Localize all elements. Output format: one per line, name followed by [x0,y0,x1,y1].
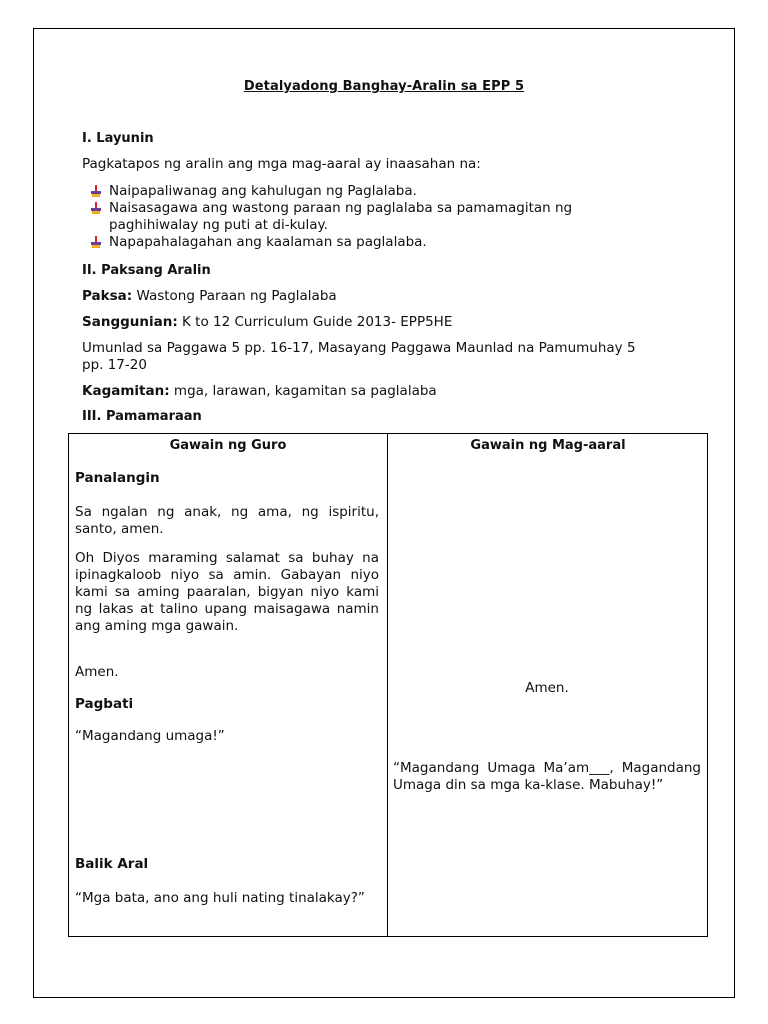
lesson-plan-page [33,28,735,998]
sanggunian-line: Sanggunian: K to 12 Curriculum Guide 2013- EPP5HE [82,314,453,330]
paksa-value: Wastong Paraan ng Paglalaba [132,288,337,304]
sanggunian-value: K to 12 Curriculum Guide 2013- EPP5HE [177,314,453,330]
objective-text: Naisasagawa ang wastong paraan ng paglalaba sa pamamagitan ng paghihiwalay ng puti at di-kulay. [109,200,573,233]
layunin-intro: Pagkatapos ng aralin ang mga mag-aaral ay inaasahan na: [82,156,481,172]
section-pamamaraan-heading: III. Pamamaraan [82,409,202,424]
magaaral-column [387,434,709,936]
section-layunin-heading: I. Layunin [82,131,154,146]
panalangin-heading: Panalangin [75,470,160,486]
guro-column [69,434,388,936]
magaaral-column-header: Gawain ng Mag-aaral [470,438,626,453]
objective-item [82,234,682,251]
guro-amen: Amen. [75,664,119,680]
objective-text: Napapahalagahan ang kaalaman sa paglalaba. [109,234,427,250]
pointing-hand-icon [90,236,102,248]
paksa-line: Paksa: Wastong Paraan ng Paglalaba [82,288,337,304]
objectives-list [82,183,682,251]
objective-item [82,183,682,200]
magaaral-amen: Amen. [525,680,569,696]
lesson-content [82,131,682,424]
panalangin-text-1: Sa ngalan ng anak, ng ama, ng ispiritu, santo, amen. [75,504,379,537]
guro-column-header: Gawain ng Guro [169,438,287,453]
balik-aral-text: “Mga bata, ano ang huli nating tinalakay?” [75,890,365,906]
paksa-label: Paksa [82,288,127,304]
pointing-hand-icon [90,185,102,197]
document-title: Detalyadong Banghay-Aralin sa EPP 5 [243,79,525,94]
pamamaraan-table [68,433,708,937]
panalangin-text-2: Oh Diyos maraming salamat sa buhay na ipinagkaloob niyo sa amin. Gabayan niyo kami sa aming paaralan, bigyan niyo kami ng lakas at talino upang maisagawa namin ang aming mga gawain. [75,550,379,634]
objective-text: Naipapaliwanag ang kahulugan ng Paglalaba. [109,183,417,199]
pagbati-text: “Magandang umaga!” [75,728,225,744]
objective-item [82,200,682,234]
pointing-hand-icon [90,202,102,214]
sanggunian-extra: Umunlad sa Paggawa 5 pp. 16-17, Masayang Paggawa Maunlad na Pamumuhay 5 pp. 17-20 [82,340,636,373]
section-paksang-aralin-heading: II. Paksang Aralin [82,263,211,278]
kagamitan-line: Kagamitan: mga, larawan, kagamitan sa paglalaba [82,383,437,399]
balik-aral-heading: Balik Aral [75,856,149,872]
pagbati-heading: Pagbati [75,696,134,712]
kagamitan-value: mga, larawan, kagamitan sa paglalaba [169,383,437,399]
kagamitan-label: Kagamitan [82,383,165,399]
pagbati-reply: “Magandang Umaga Ma’am___, Magandang Umaga din sa mga ka-klase. Mabuhay!” [393,760,701,793]
sanggunian-label: Sanggunian [82,314,173,330]
